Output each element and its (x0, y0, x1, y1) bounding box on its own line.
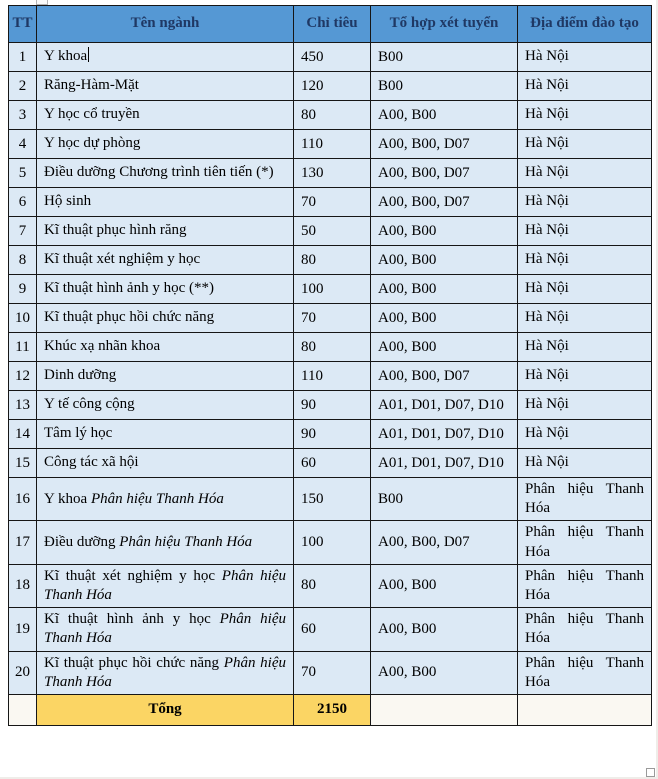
combo-cell[interactable]: A00, B00, D07 (371, 188, 518, 217)
table-row (9, 521, 652, 564)
location-cell[interactable]: Hà Nội (518, 391, 652, 420)
header-cell-tt[interactable]: TT (9, 6, 37, 43)
major-name: Điều dưỡng Chương trình tiên tiến (*) (44, 164, 274, 181)
tt-cell[interactable]: 8 (9, 246, 37, 275)
location-cell[interactable]: Hà Nội (518, 304, 652, 333)
combo-cell[interactable]: A00, B00, D07 (371, 362, 518, 391)
name-cell[interactable] (37, 564, 294, 607)
table-row (9, 217, 652, 246)
total-location-cell[interactable] (518, 694, 652, 725)
name-cell[interactable] (37, 130, 294, 159)
table-row (9, 304, 652, 333)
table-row (9, 246, 652, 275)
tt-cell[interactable]: 11 (9, 333, 37, 362)
name-cell[interactable] (37, 449, 294, 478)
location-cell[interactable]: Phân hiệu Thanh Hóa (518, 478, 652, 521)
combo-cell[interactable]: A00, B00 (371, 275, 518, 304)
combo-cell[interactable]: A00, B00 (371, 246, 518, 275)
major-name: Y học dự phòng (44, 135, 141, 152)
quota-cell[interactable]: 130 (294, 159, 371, 188)
major-name: Y khoa (44, 48, 88, 65)
quota-cell[interactable]: 90 (294, 420, 371, 449)
tt-cell[interactable]: 20 (9, 651, 37, 694)
quota-cell[interactable]: 110 (294, 362, 371, 391)
tt-cell[interactable]: 7 (9, 217, 37, 246)
major-name-branch-italic: Phân hiệu Thanh Hóa (119, 533, 253, 550)
tt-cell[interactable]: 9 (9, 275, 37, 304)
total-value-cell[interactable]: 2150 (294, 694, 371, 725)
quota-cell[interactable]: 120 (294, 72, 371, 101)
total-label-cell[interactable]: Tổng (37, 694, 294, 725)
quota-cell[interactable]: 70 (294, 651, 371, 694)
text-cursor (88, 47, 89, 62)
major-name: Kĩ thuật phục hồi chức năng (44, 654, 220, 671)
tt-cell[interactable]: 16 (9, 478, 37, 521)
tt-cell[interactable]: 17 (9, 521, 37, 564)
name-cell[interactable] (37, 521, 294, 564)
location-cell[interactable]: Hà Nội (518, 43, 652, 72)
table-row (9, 449, 652, 478)
combo-cell[interactable]: A00, B00, D07 (371, 521, 518, 564)
name-cell[interactable] (37, 275, 294, 304)
quota-cell[interactable]: 80 (294, 333, 371, 362)
combo-cell[interactable]: A00, B00 (371, 651, 518, 694)
major-name: Kĩ thuật phục hồi chức năng (44, 309, 215, 326)
name-cell[interactable] (37, 391, 294, 420)
name-cell[interactable] (37, 420, 294, 449)
combo-cell[interactable]: A00, B00 (371, 217, 518, 246)
combo-cell[interactable]: B00 (371, 43, 518, 72)
major-name: Y khoa (44, 490, 88, 507)
location-cell[interactable]: Hà Nội (518, 101, 652, 130)
total-tt-cell[interactable] (9, 694, 37, 725)
table-row (9, 188, 652, 217)
tt-cell[interactable]: 4 (9, 130, 37, 159)
table-row (9, 564, 652, 607)
combo-cell[interactable]: B00 (371, 72, 518, 101)
table-row (9, 159, 652, 188)
combo-cell[interactable]: A00, B00 (371, 564, 518, 607)
table-row (9, 333, 652, 362)
major-name: Kĩ thuật hình ảnh y học (44, 611, 211, 628)
table-row (9, 651, 652, 694)
name-cell[interactable] (37, 478, 294, 521)
tt-cell[interactable]: 3 (9, 101, 37, 130)
table-row (9, 101, 652, 130)
major-name: Kĩ thuật hình ảnh y học (**) (44, 280, 214, 297)
name-cell[interactable] (37, 101, 294, 130)
combo-cell[interactable]: A00, B00, D07 (371, 130, 518, 159)
location-cell[interactable]: Hà Nội (518, 246, 652, 275)
tt-cell[interactable]: 15 (9, 449, 37, 478)
location-cell[interactable]: Phân hiệu Thanh Hóa (518, 564, 652, 607)
tt-cell[interactable]: 10 (9, 304, 37, 333)
tt-cell[interactable]: 13 (9, 391, 37, 420)
header-cell-combo[interactable]: Tổ hợp xét tuyển (371, 6, 518, 43)
tt-cell[interactable]: 5 (9, 159, 37, 188)
name-cell[interactable] (37, 43, 294, 72)
table-row (9, 72, 652, 101)
major-name-branch-italic: Phân hiệu Thanh Hóa (44, 611, 286, 647)
tt-cell[interactable]: 12 (9, 362, 37, 391)
name-cell[interactable] (37, 333, 294, 362)
header-row (9, 6, 652, 43)
name-cell[interactable] (37, 608, 294, 651)
quota-cell[interactable]: 80 (294, 564, 371, 607)
location-cell[interactable]: Hà Nội (518, 217, 652, 246)
table-row (9, 608, 652, 651)
location-cell[interactable]: Phân hiệu Thanh Hóa (518, 651, 652, 694)
table-body (9, 43, 652, 695)
quota-cell[interactable]: 60 (294, 608, 371, 651)
major-name: Công tác xã hội (44, 454, 139, 471)
major-name: Khúc xạ nhãn khoa (44, 338, 161, 355)
name-cell[interactable] (37, 188, 294, 217)
location-cell[interactable]: Hà Nội (518, 275, 652, 304)
header-cell-name[interactable]: Tên ngành (37, 6, 294, 43)
quota-cell[interactable]: 100 (294, 275, 371, 304)
table-row (9, 391, 652, 420)
quota-cell[interactable]: 100 (294, 521, 371, 564)
combo-cell[interactable]: A01, D01, D07, D10 (371, 420, 518, 449)
combo-cell[interactable]: A00, B00, D07 (371, 159, 518, 188)
quota-cell[interactable]: 90 (294, 391, 371, 420)
admission-quota-table (8, 5, 652, 726)
quota-cell[interactable]: 150 (294, 478, 371, 521)
table-row (9, 478, 652, 521)
combo-cell[interactable]: A00, B00 (371, 333, 518, 362)
major-name: Tâm lý học (44, 425, 113, 442)
table-row (9, 275, 652, 304)
location-cell[interactable]: Hà Nội (518, 159, 652, 188)
location-cell[interactable]: Hà Nội (518, 449, 652, 478)
major-name: Kĩ thuật xét nghiệm y học (44, 251, 201, 268)
tt-cell[interactable]: 2 (9, 72, 37, 101)
quota-cell[interactable]: 80 (294, 246, 371, 275)
name-cell[interactable] (37, 159, 294, 188)
table-row (9, 362, 652, 391)
quota-cell[interactable]: 70 (294, 188, 371, 217)
table-row (9, 130, 652, 159)
major-name-branch-italic: Phân hiệu Thanh Hóa (90, 490, 224, 507)
tt-cell[interactable]: 14 (9, 420, 37, 449)
quota-cell[interactable]: 70 (294, 304, 371, 333)
quota-cell[interactable]: 50 (294, 217, 371, 246)
location-cell[interactable]: Hà Nội (518, 333, 652, 362)
location-cell[interactable]: Phân hiệu Thanh Hóa (518, 521, 652, 564)
major-name-branch-italic: Phân hiệu Thanh Hóa (44, 567, 286, 603)
name-cell[interactable] (37, 246, 294, 275)
location-cell[interactable]: Phân hiệu Thanh Hóa (518, 608, 652, 651)
major-name: Y tế công cộng (44, 396, 135, 413)
tt-cell[interactable]: 18 (9, 564, 37, 607)
major-name: Răng-Hàm-Mặt (44, 77, 139, 94)
combo-cell[interactable]: A00, B00 (371, 608, 518, 651)
location-cell[interactable]: Hà Nội (518, 130, 652, 159)
major-name: Kĩ thuật xét nghiệm y học (44, 567, 216, 584)
quota-cell[interactable]: 450 (294, 43, 371, 72)
total-combo-cell[interactable] (371, 694, 518, 725)
location-cell[interactable]: Hà Nội (518, 420, 652, 449)
major-name: Hộ sinh (44, 193, 92, 210)
header-cell-location[interactable]: Địa điểm đào tạo (518, 6, 652, 43)
location-cell[interactable]: Hà Nội (518, 72, 652, 101)
quota-cell[interactable]: 60 (294, 449, 371, 478)
tt-cell[interactable]: 19 (9, 608, 37, 651)
tt-cell[interactable]: 6 (9, 188, 37, 217)
major-name: Dinh dưỡng (44, 367, 117, 384)
tt-cell[interactable]: 1 (9, 43, 37, 72)
combo-cell[interactable]: A00, B00 (371, 101, 518, 130)
header-cell-quota[interactable]: Chỉ tiêu (294, 6, 371, 43)
combo-cell[interactable]: A01, D01, D07, D10 (371, 449, 518, 478)
combo-cell[interactable]: B00 (371, 478, 518, 521)
name-cell[interactable] (37, 651, 294, 694)
total-row (9, 694, 652, 725)
major-name: Điều dưỡng (44, 533, 116, 550)
major-name-branch-italic: Phân hiệu Thanh Hóa (44, 654, 287, 690)
location-cell[interactable]: Hà Nội (518, 362, 652, 391)
quota-cell[interactable]: 110 (294, 130, 371, 159)
major-name: Y học cổ truyền (44, 106, 140, 123)
name-cell[interactable] (37, 72, 294, 101)
location-cell[interactable]: Hà Nội (518, 188, 652, 217)
name-cell[interactable] (37, 304, 294, 333)
table-row (9, 43, 652, 72)
quota-cell[interactable]: 80 (294, 101, 371, 130)
combo-cell[interactable]: A00, B00 (371, 304, 518, 333)
combo-cell[interactable]: A01, D01, D07, D10 (371, 391, 518, 420)
table-row (9, 420, 652, 449)
name-cell[interactable] (37, 362, 294, 391)
name-cell[interactable] (37, 217, 294, 246)
table-resize-handle[interactable] (646, 768, 655, 777)
major-name: Kĩ thuật phục hình răng (44, 222, 187, 239)
